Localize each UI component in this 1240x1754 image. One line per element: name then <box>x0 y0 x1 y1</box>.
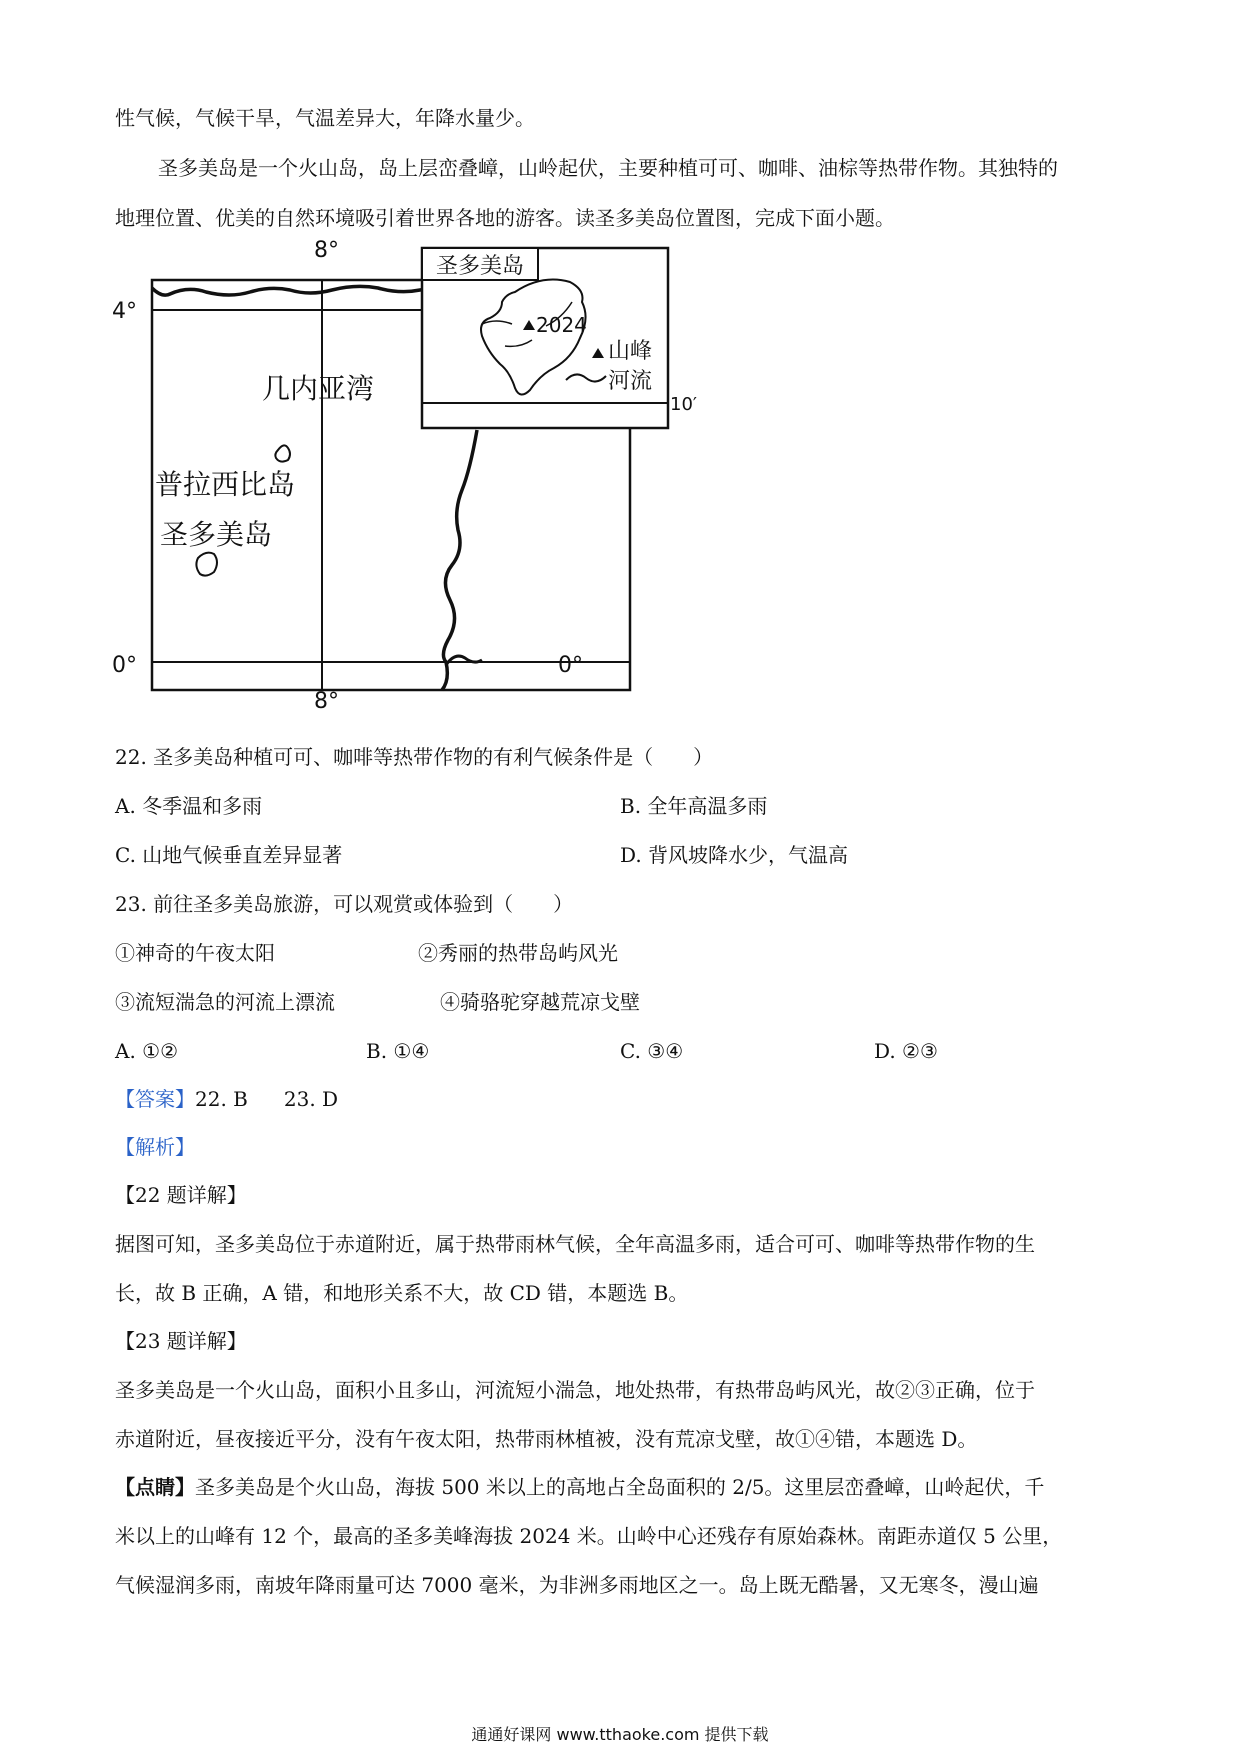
page-footer: 通通好课网 www.tthaoke.com 提供下载 <box>471 1725 769 1744</box>
choice-2: ②秀丽的热带岛屿风光 <box>418 941 618 965</box>
question-23-stem: 23. 前往圣多美岛旅游，可以观赏或体验到（ ） <box>115 892 574 916</box>
detail-23-tag: 【23 题详解】 <box>115 1329 247 1353</box>
longitude-top-label: 8° <box>314 240 339 264</box>
note-text: 圣多美岛是个火山岛，海拔 500 米以上的高地占全岛面积的 2/5。这里层峦叠嶂，山岭起伏，千 <box>195 1475 1045 1499</box>
latitude-0-left-label: 0° <box>112 653 137 678</box>
inset-latitude-label: 10′ <box>670 394 697 415</box>
note-line <box>115 1474 1135 1500</box>
saotome-island <box>196 553 217 576</box>
option-d: D. ②③ <box>874 1039 938 1063</box>
inset-title: 圣多美岛 <box>436 254 525 279</box>
intro-line: 性气候，气候干旱，气温差异大，年降水量少。 <box>115 106 535 130</box>
option-b: B. ①④ <box>366 1039 430 1063</box>
detail-22-tag: 【22 题详解】 <box>115 1183 247 1207</box>
gulf-label: 几内亚湾 <box>262 372 375 405</box>
option-c: C. ③④ <box>620 1039 684 1063</box>
intro-line: 圣多美岛是一个火山岛，岛上层峦叠嶂，山岭起伏，主要种植可可、咖啡、油棕等热带作物。其独特的 <box>158 156 1058 180</box>
latitude-4-label: 4° <box>112 299 137 324</box>
location-map <box>110 240 770 710</box>
detail-22-line: 长，故 B 正确，A 错，和地形关系不大，故 CD 错，本题选 B。 <box>115 1281 689 1305</box>
saotome-label: 圣多美岛 <box>160 518 273 551</box>
answer-line <box>115 1086 1135 1112</box>
note-line: 米以上的山峰有 12 个，最高的圣多美峰海拔 2024 米。山岭中心还残存有原始森林。南距赤道仅 5 公里， <box>115 1524 1063 1548</box>
longitude-bottom-label: 8° <box>314 689 339 710</box>
option-a: A. ①② <box>115 1039 179 1063</box>
question-22-stem: 22. 圣多美岛种植可可、咖啡等热带作物的有利气候条件是（ ） <box>115 745 714 769</box>
answer-22: 22. B <box>195 1087 248 1111</box>
coastline-east <box>442 430 477 690</box>
analysis-tag: 【解析】 <box>115 1135 195 1159</box>
coastline-bay <box>446 656 482 665</box>
note-tag: 【点睛】 <box>115 1475 195 1499</box>
principe-island <box>275 445 290 461</box>
option-c: C. 山地气候垂直差异显著 <box>115 843 343 867</box>
note-line: 气候湿润多雨，南坡年降雨量可达 7000 毫米，为非洲多雨地区之一。岛上既无酷暑，又无寒冬，漫山遍 <box>115 1573 1039 1597</box>
peak-elevation: 2024 <box>536 313 587 337</box>
option-b: B. 全年高温多雨 <box>620 794 768 818</box>
latitude-0-right-label: 0° <box>558 653 583 678</box>
choice-1: ①神奇的午夜太阳 <box>115 941 275 965</box>
legend-river-label: 河流 <box>608 369 653 394</box>
detail-23-line: 赤道附近，昼夜接近平分，没有午夜太阳，热带雨林植被，没有荒凉戈壁，故①④错，本题选 D。 <box>115 1427 978 1451</box>
choice-3: ③流短湍急的河流上漂流 <box>115 990 335 1014</box>
answer-23: 23. D <box>283 1087 339 1111</box>
intro-line: 地理位置、优美的自然环境吸引着世界各地的游客。读圣多美岛位置图，完成下面小题。 <box>115 206 895 230</box>
legend-peak-label: 山峰 <box>608 339 653 364</box>
principe-label: 普拉西比岛 <box>155 468 296 501</box>
detail-22-line: 据图可知，圣多美岛位于赤道附近，属于热带雨林气候，全年高温多雨，适合可可、咖啡等热带作物的生 <box>115 1232 1035 1256</box>
detail-23-line: 圣多美岛是一个火山岛，面积小且多山，河流短小湍急，地处热带，有热带岛屿风光，故②③正确，位于 <box>115 1378 1035 1402</box>
option-d: D. 背风坡降水少，气温高 <box>620 843 849 867</box>
answer-tag: 【答案】 <box>115 1087 195 1111</box>
choice-4: ④骑骆驼穿越荒凉戈壁 <box>440 990 640 1014</box>
option-a: A. 冬季温和多雨 <box>115 794 263 818</box>
